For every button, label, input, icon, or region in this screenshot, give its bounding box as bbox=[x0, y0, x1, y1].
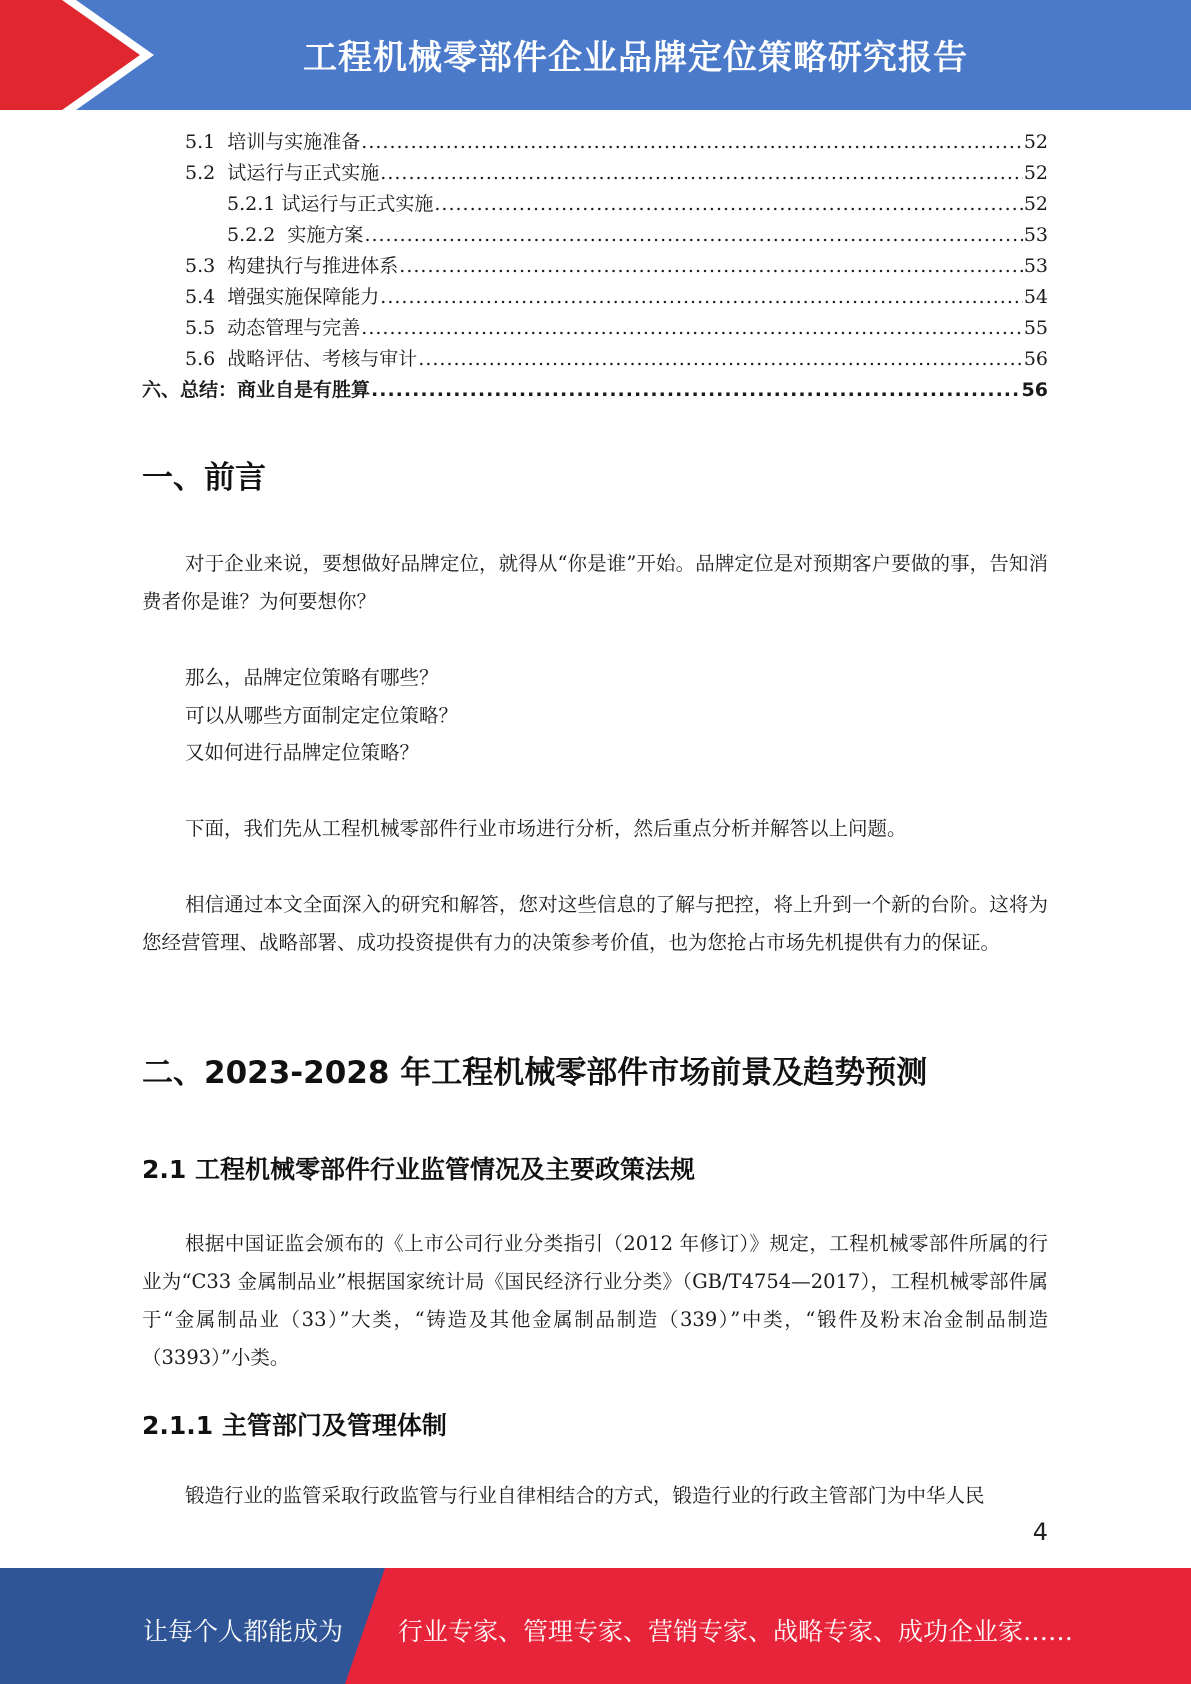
toc-entry-page: 55 bbox=[1023, 317, 1048, 339]
toc-entry-page: 52 bbox=[1023, 162, 1048, 184]
toc-entry-label: 六、总结：商业自是有胜算 bbox=[142, 379, 371, 401]
toc-entry[interactable] bbox=[0, 282, 1048, 313]
paragraph-preface-1: 对于企业来说，要想做好品牌定位，就得从“你是谁”开始。品牌定位是对预期客户要做的事，告知消费者你是谁？为何要想你？ bbox=[142, 552, 1048, 613]
toc-entry-page: 52 bbox=[1023, 131, 1048, 153]
toc-entry-page: 53 bbox=[1023, 255, 1048, 277]
toc-leader-dots bbox=[371, 379, 1021, 401]
subsection-heading-regulation: 2.1 工程机械零部件行业监管情况及主要政策法规 bbox=[142, 1155, 695, 1184]
report-title: 工程机械零部件企业品牌定位策略研究报告 bbox=[303, 38, 968, 78]
toc-entry[interactable] bbox=[0, 313, 1048, 344]
question-2: 可以从哪些方面制定定位策略？ bbox=[185, 704, 459, 727]
toc-entry-label: 5.2 试运行与正式实施 bbox=[185, 162, 380, 184]
toc-entry[interactable] bbox=[0, 158, 1048, 189]
question-1: 那么，品牌定位策略有哪些？ bbox=[185, 666, 439, 689]
toc-entry-page: 53 bbox=[1023, 224, 1048, 246]
toc-entry-label: 5.5 动态管理与完善 bbox=[185, 317, 361, 339]
toc-leader-dots bbox=[434, 193, 1022, 215]
toc-entry[interactable] bbox=[0, 127, 1048, 158]
paragraph-regulation: 根据中国证监会颁布的《上市公司行业分类指引（2012 年修订）》规定，工程机械零部件所属的行业为“C33 金属制品业”根据国家统计局《国民经济行业分类》（GB/T4754—2017），工程机械零部件属于“金属制品业（33）”大类，“铸造及其他金属制品制造（339）”中类，“锻件及粉末冶金制品制造（3393）”小类。 bbox=[142, 1232, 1048, 1369]
toc-entry[interactable] bbox=[0, 220, 1048, 251]
toc-leader-dots bbox=[399, 255, 1023, 277]
toc-entry-page: 52 bbox=[1023, 193, 1048, 215]
toc-leader-dots bbox=[361, 131, 1023, 153]
toc-leader-dots bbox=[418, 348, 1023, 370]
paragraph-preface-2: 下面，我们先从工程机械零部件行业市场进行分析，然后重点分析并解答以上问题。 bbox=[185, 817, 907, 840]
toc-entry-page: 56 bbox=[1021, 379, 1048, 401]
section-heading-market: 二、2023-2028 年工程机械零部件市场前景及趋势预测 bbox=[142, 1055, 928, 1091]
subsection-heading-authorities: 2.1.1 主管部门及管理体制 bbox=[142, 1411, 447, 1440]
page-number: 4 bbox=[1032, 1518, 1048, 1546]
toc-entry-label: 5.2.2 实施方案 bbox=[227, 224, 364, 246]
toc-entry-page: 54 bbox=[1023, 286, 1048, 308]
page-footer bbox=[0, 1568, 1191, 1684]
toc-entry-label: 5.2.1 试运行与正式实施 bbox=[227, 193, 434, 215]
toc-leader-dots bbox=[380, 286, 1023, 308]
toc-entry-page: 56 bbox=[1023, 348, 1048, 370]
page-header bbox=[0, 0, 1191, 110]
toc-entry-label: 5.3 构建执行与推进体系 bbox=[185, 255, 399, 277]
toc-entry[interactable] bbox=[0, 251, 1048, 282]
paragraph-authorities: 锻造行业的监管采取行政监管与行业自律相结合的方式，锻造行业的行政主管部门为中华人民 bbox=[185, 1484, 985, 1507]
toc-entry-label: 5.1 培训与实施准备 bbox=[185, 131, 361, 153]
toc-leader-dots bbox=[380, 162, 1023, 184]
footer-slogan-right: 行业专家、管理专家、营销专家、战略专家、成功企业家…… bbox=[398, 1617, 1074, 1646]
footer-slogan-left: 让每个人都能成为 bbox=[143, 1617, 344, 1646]
toc-entry-label: 5.4 增强实施保障能力 bbox=[185, 286, 380, 308]
toc-entry-label: 5.6 战略评估、考核与审计 bbox=[185, 348, 418, 370]
toc-entry[interactable] bbox=[0, 189, 1048, 220]
paragraph-preface-3: 相信通过本文全面深入的研究和解答，您对这些信息的了解与把控，将上升到一个新的台阶。这将为您经营管理、战略部署、成功投资提供有力的决策参考价值，也为您抢占市场先机提供有力的保证。 bbox=[142, 893, 1048, 954]
toc-entry[interactable] bbox=[0, 375, 1048, 406]
section-heading-preface: 一、前言 bbox=[142, 460, 266, 496]
toc-entry[interactable] bbox=[0, 344, 1048, 375]
table-of-contents bbox=[0, 127, 1191, 406]
toc-leader-dots bbox=[364, 224, 1022, 246]
toc-leader-dots bbox=[361, 317, 1023, 339]
question-3: 又如何进行品牌定位策略？ bbox=[185, 741, 420, 764]
